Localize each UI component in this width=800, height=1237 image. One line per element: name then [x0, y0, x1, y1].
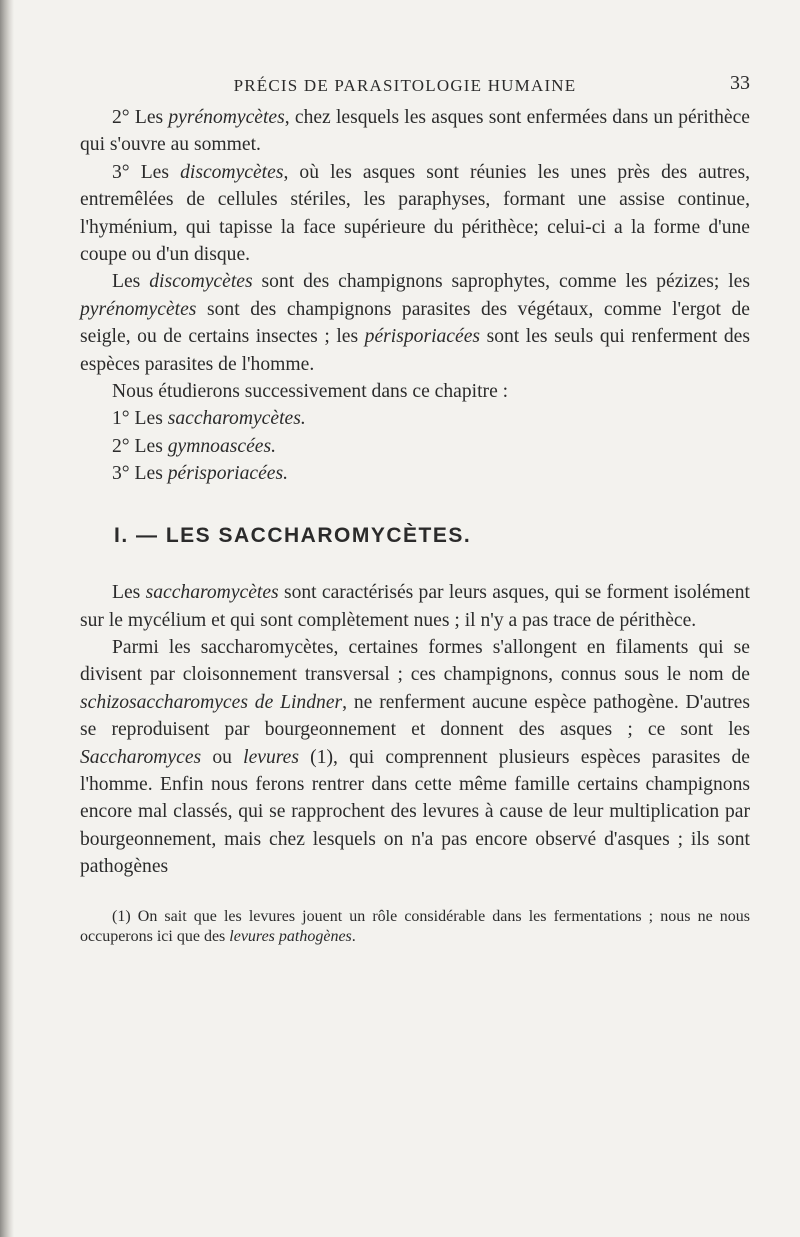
section-title: I. — LES SACCHAROMYCÈTES.: [114, 523, 472, 547]
page-number: 33: [730, 72, 750, 94]
book-spine-shadow: [0, 0, 14, 1237]
footnote: [80, 907, 750, 947]
list-item: 3° Les périsporiacées.: [112, 463, 288, 485]
paragraph-chapter-plan: Nous étudierons successivement dans ce chapitre :: [112, 381, 509, 403]
page-body: [80, 104, 750, 947]
paragraph-saccharomycetes-forms: Parmi les saccharomycètes, certaines formes s'allongent en filaments qui se divisent par cloisonnement transversal ; ces champignons, connus sous le nom de schizosaccharomyces de Lindner, ne renferment aucune espèce pathogène. D'autres se reproduisent par bourgeonnement et donnent des asques ; ce sont les Saccharomyces ou levures (1), qui comprennent plusieurs espèces parasites de l'homme. Enfin nous ferons rentrer dans cette même famille certains champignons encore mal classés, qui se rapprochent des levures à cause de leur multiplication par bourgeonnement, mais chez lesquels on n'a pas encore observé d'asques ; ils sont pathogènes: [80, 636, 751, 878]
running-head: PRÉCIS DE PARASITOLOGIE HUMAINE: [233, 76, 577, 95]
footnote-text: (1) On sait que les levures jouent un rôle considérable dans les fermentations ; nous ne nous occuperons ici que des levures pathogènes.: [80, 907, 750, 945]
paragraph-discomycetes: 3° Les discomycètes, où les asques sont réunies les unes près des autres, entremêlées de cellules stériles, les paraphyses, formant une assise continue, l'hyménium, qui tapisse la face supérieure du périthèce; celui-ci a la forme d'une coupe ou d'un disque.: [80, 161, 750, 266]
page-header: [60, 70, 750, 100]
paragraph-saccharomycetes-definition: Les saccharomycètes sont caractérisés par leurs asques, qui se forment isolément sur le mycélium et qui sont complètement nues ; il n'y a pas trace de périthèce.: [80, 582, 750, 631]
paragraph-classification: Les discomycètes sont des champignons saprophytes, comme les pézizes; les pyrénomycètes sont des champignons parasites des végétaux, comme l'ergot de seigle, ou de certains insectes ; les périsporiacées sont les seuls qui renferment des espèces parasites de l'homme.: [80, 271, 751, 375]
list-item: 1° Les saccharomycètes.: [112, 408, 306, 430]
list-item: 2° Les gymnoascées.: [112, 435, 277, 457]
paragraph-pyrenomycetes: 2° Les pyrénomycètes, chez lesquels les asques sont enfermées dans un périthèce qui s'ouvre au sommet.: [80, 107, 750, 156]
